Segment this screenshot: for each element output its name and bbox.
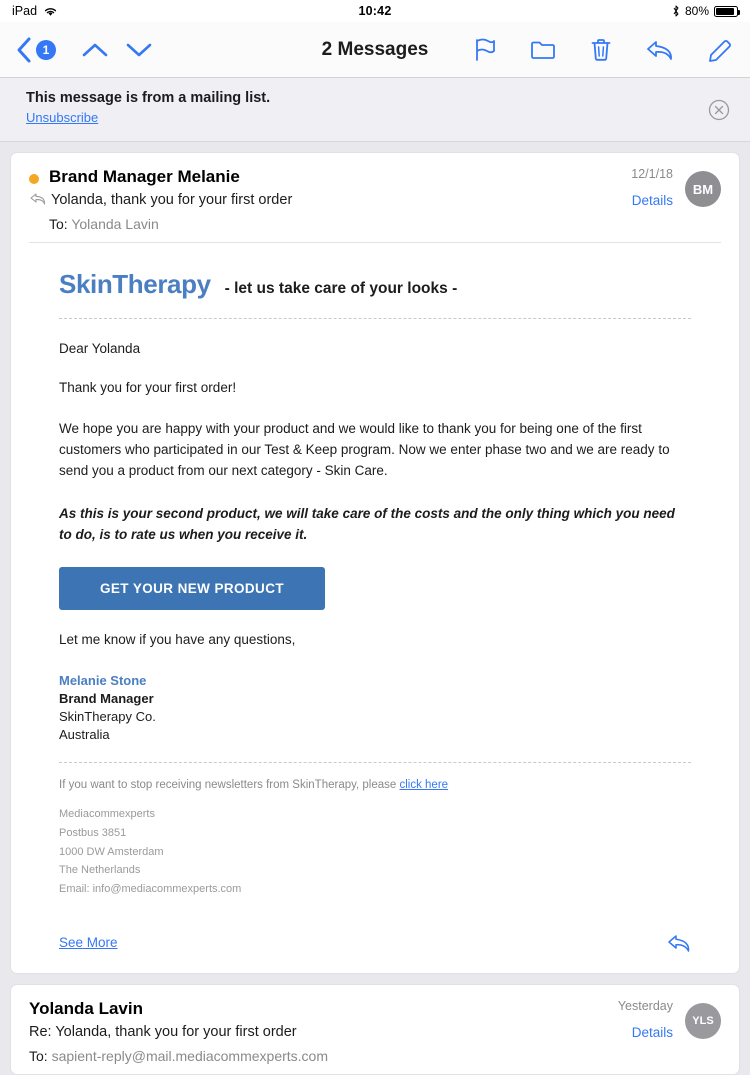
brand-header xyxy=(59,269,691,319)
brand-logo: SkinTherapy xyxy=(59,269,211,299)
nav-left-group xyxy=(16,36,154,64)
status-bar xyxy=(0,0,750,22)
avatar: YLS xyxy=(685,1003,721,1039)
sender-row xyxy=(29,167,721,187)
header-meta-text xyxy=(618,999,673,1040)
get-your-new-product-button[interactable]: GET YOUR NEW PRODUCT xyxy=(59,567,325,610)
trash-icon[interactable] xyxy=(590,38,612,62)
details-link[interactable]: Details xyxy=(631,1024,673,1040)
emphasis-paragraph: As this is your second product, we will take care of the costs and the only thing which you need to do, is to rate us when you receive it. xyxy=(59,505,675,542)
signature-name: Melanie Stone xyxy=(59,673,147,689)
message-card[interactable] xyxy=(10,152,740,974)
message-footer xyxy=(29,915,721,973)
folder-icon[interactable] xyxy=(530,39,556,61)
bluetooth-icon xyxy=(672,5,680,17)
device-label: iPad xyxy=(12,4,38,18)
message-list xyxy=(0,152,750,1075)
thanks-text: Thank you for your first order! xyxy=(59,379,237,395)
details-link[interactable]: Details xyxy=(631,193,673,208)
mailing-list-banner xyxy=(0,78,750,142)
chevron-left-icon xyxy=(16,36,32,64)
battery-percent: 80% xyxy=(684,4,709,18)
closing-text: Let me know if you have any questions, xyxy=(59,632,296,648)
message-date: 12/1/18 xyxy=(631,167,673,181)
signature-role: Brand Manager xyxy=(59,691,154,707)
brand-tagline: - let us take care of your looks - xyxy=(224,280,458,297)
unsub-note-text: If you want to stop receiving newsletters from SkinTherapy, please xyxy=(59,779,400,792)
address-line: Postbus 3851 xyxy=(59,827,127,840)
greeting-text: Dear Yolanda xyxy=(59,341,141,356)
see-more-link[interactable]: See More xyxy=(59,935,118,951)
address-line: The Netherlands xyxy=(59,864,141,877)
unread-indicator xyxy=(29,174,39,184)
company-address xyxy=(59,805,691,898)
header-meta-text xyxy=(631,167,673,208)
message-date: Yesterday xyxy=(617,998,673,1013)
message-subject: Re: Yolanda, thank you for your first order xyxy=(29,1023,297,1040)
signature-company: SkinTherapy Co. xyxy=(59,709,156,725)
page-title: 2 Messages xyxy=(321,38,429,60)
status-time: 10:42 xyxy=(358,4,392,18)
recipient-name: Yolanda Lavin xyxy=(71,216,159,232)
address-line: Email: info@mediacommexperts.com xyxy=(59,883,242,896)
unread-count-badge: 1 xyxy=(36,40,56,60)
sender-name: Brand Manager Melanie xyxy=(49,167,240,186)
battery-icon xyxy=(714,6,738,17)
click-here-link[interactable]: click here xyxy=(399,779,449,792)
address-line: 1000 DW Amsterdam xyxy=(59,845,164,858)
message-header xyxy=(11,985,739,1074)
body-paragraph: We hope you are happy with your product and we would like to thank you for being one of the first customers who participated in our Test & Keep program. Now we enter phase two and we are ready to send you a product from our next category - Skin Care. xyxy=(59,420,670,478)
message-header xyxy=(11,153,739,242)
nav-right-group xyxy=(474,38,734,62)
message-card[interactable] xyxy=(10,984,740,1075)
header-meta xyxy=(631,167,721,208)
message-subject: Yolanda, thank you for your first order xyxy=(51,192,293,208)
subject-row xyxy=(29,192,721,208)
replied-arrow-icon xyxy=(29,192,49,206)
recipient-name: sapient-reply@mail.mediacommexperts.com xyxy=(51,1047,328,1064)
sender-name: Yolanda Lavin xyxy=(29,998,143,1018)
next-message-button[interactable] xyxy=(124,39,154,61)
unsubscribe-link[interactable]: Unsubscribe xyxy=(26,110,99,125)
to-label: To: xyxy=(29,1047,48,1064)
reply-icon[interactable] xyxy=(667,933,691,953)
newsletter-unsubscribe-note xyxy=(59,779,691,791)
header-meta xyxy=(618,999,721,1040)
signature-country: Australia xyxy=(59,727,110,743)
flag-icon[interactable] xyxy=(474,38,496,62)
navigation-bar xyxy=(0,22,750,78)
previous-message-button[interactable] xyxy=(80,39,110,61)
reply-icon[interactable] xyxy=(646,38,674,62)
banner-title: This message is from a mailing list. xyxy=(26,90,271,106)
recipient-row xyxy=(29,216,721,232)
address-line: Mediacommexperts xyxy=(59,808,155,821)
close-circle-icon[interactable] xyxy=(708,99,730,121)
status-right xyxy=(672,4,738,18)
divider xyxy=(59,762,691,763)
to-label: To: xyxy=(49,216,68,232)
avatar: BM xyxy=(685,171,721,207)
compose-icon[interactable] xyxy=(708,38,734,62)
email-body xyxy=(29,242,721,899)
recipient-row xyxy=(29,1048,721,1064)
back-button[interactable] xyxy=(16,36,56,64)
